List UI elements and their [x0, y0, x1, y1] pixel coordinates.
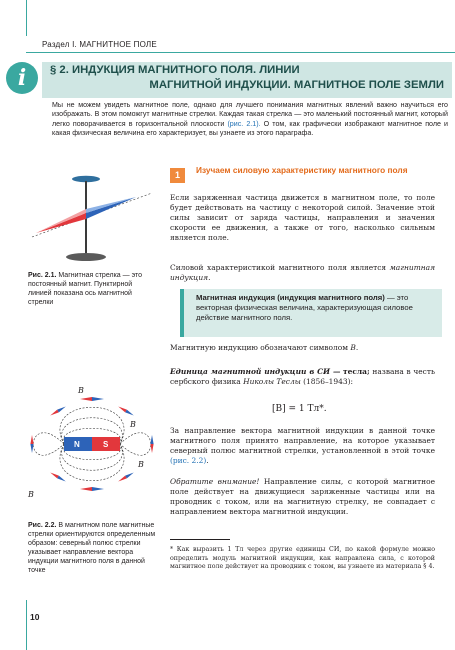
figure-2-2-caption-text: В магнитном поле магнитные стрелки ориентируются определенным образом: северный полюс стрелки указывает направление вектора индукции магнитного поля в данной точке — [28, 522, 156, 574]
body-paragraph-2: Силовой характеристикой магнитного поля является магнитная индукция. — [170, 263, 435, 282]
north-pole-label: N — [74, 440, 80, 449]
figure-2-1-caption-text: Магнитная стрелка — это постоянный магнит. Пунктирной линией показана ось магнитной стрелки — [28, 272, 143, 306]
svg-text:B: B — [138, 460, 144, 469]
body-paragraph-2-term: магнитная индукция — [170, 263, 435, 282]
figure-2-1-caption-label: Рис. 2.1. — [28, 272, 57, 279]
intro-paragraph — [52, 101, 448, 138]
footnote: * Как выразить 1 Тл через другие единицы СИ, по какой формуле можно определить модуль магнитной индукции, как направлена сила, с которой магнитное поле действует на проводник с током, вы узнаете из материала § 4. — [170, 546, 435, 571]
tesla-term: тесла; — [343, 367, 370, 376]
south-pole-label: S — [103, 440, 109, 449]
definition-body: — это векторная физическая величина, характеризующая силовое действие магнитного поля. — [196, 293, 413, 322]
section-label: Раздел I. МАГНИТНОЕ ПОЛЕ — [42, 40, 157, 49]
b-symbol: B — [350, 343, 356, 352]
page-margin-line — [26, 600, 27, 650]
svg-text:B: B — [78, 386, 84, 395]
figure-2-1-caption — [28, 271, 156, 307]
intro-figure-link[interactable]: (рис. 2.1). — [227, 119, 261, 128]
definition-accent-bar — [180, 289, 184, 337]
attention-note: Обратите внимание! — [170, 477, 260, 486]
title-line-1: § 2. ИНДУКЦИЯ МАГНИТНОГО ПОЛЯ. ЛИНИИ — [50, 64, 300, 76]
figure-2-2-caption — [28, 521, 156, 575]
info-icon: i — [6, 62, 38, 94]
body-paragraph-3: Магнитную индукцию обозначают символом B. — [170, 343, 359, 352]
body-paragraph-6: Обратите внимание! Направление силы, с которой магнитное поле действует на движущиеся заряженные частицы или на проводник с током, или на магнитную стрелку, не совпадает с направлением вектора магнитной индукции. — [170, 477, 435, 516]
subsection-heading: Изучаем силовую характеристику магнитного поля — [196, 165, 408, 175]
intro-text-a: Мы не можем увидеть магнитное поле, однако для лучшего понимания магнитных явлений важно научиться его изображать. В этом поможгут магнитные стрелки. Каждая такая стрелка — это маленький постоянный магнит, который легко поворачивается в горизонтальной плоскости — [52, 101, 448, 128]
top-margin-line — [26, 0, 455, 36]
definition-term: Магнитная индукция (индукция магнитного поля) — [196, 293, 385, 302]
unit-formula: [B] = 1 Тл*. — [272, 404, 327, 414]
figure-2-2-field-lines — [18, 385, 166, 503]
figure-2-2-caption-label: Рис. 2.2. — [28, 522, 57, 529]
svg-text:B: B — [28, 490, 34, 499]
body-paragraph-5: За направление вектора магнитной индукции в данной точке магнитного поля принято направление, на которое указывает северный полюс магнитной стрелки, установленной в этой точке (рис. 2.2). — [170, 426, 435, 465]
page-title — [50, 63, 450, 93]
stand-base — [66, 253, 106, 261]
tesla-name: Николы Теслы — [243, 377, 301, 386]
si-unit-heading: Единица магнитной индукции в СИ — — [170, 367, 341, 376]
figure-2-2-link[interactable]: (рис. 2.2) — [170, 456, 207, 465]
title-line-2: МАГНИТНОЙ ИНДУКЦИИ. МАГНИТНОЕ ПОЛЕ ЗЕМЛИ — [149, 79, 444, 91]
section-divider — [26, 52, 455, 53]
figure-2-1-magnetic-needle — [28, 167, 156, 267]
body-paragraph-4: Единица магнитной индукции в СИ — тесла; названа в честь сербского физика Николы Теслы (1856–1943): — [170, 367, 435, 386]
intro-text-b: О том, как графически изображают магнитное поле и какая физическая величина его характеризует, вы узнаете из этого параграфа. — [52, 119, 449, 137]
page-number: 10 — [30, 612, 40, 622]
subsection-number: 1 — [170, 168, 185, 183]
body-paragraph-1: Если заряженная частица движется в магнитном поле, то поле будет действовать на частицу с некоторой силой. Значение этой силы зависит от заряда частицы, направления и значения скорости ее движения, а также от того, насколько сильным является поле. — [170, 193, 435, 242]
footnote-divider — [170, 539, 230, 540]
definition-text — [196, 293, 436, 323]
svg-text:B: B — [130, 420, 136, 429]
body-paragraph-2-text: Силовой характеристикой магнитного поля является — [170, 263, 390, 272]
